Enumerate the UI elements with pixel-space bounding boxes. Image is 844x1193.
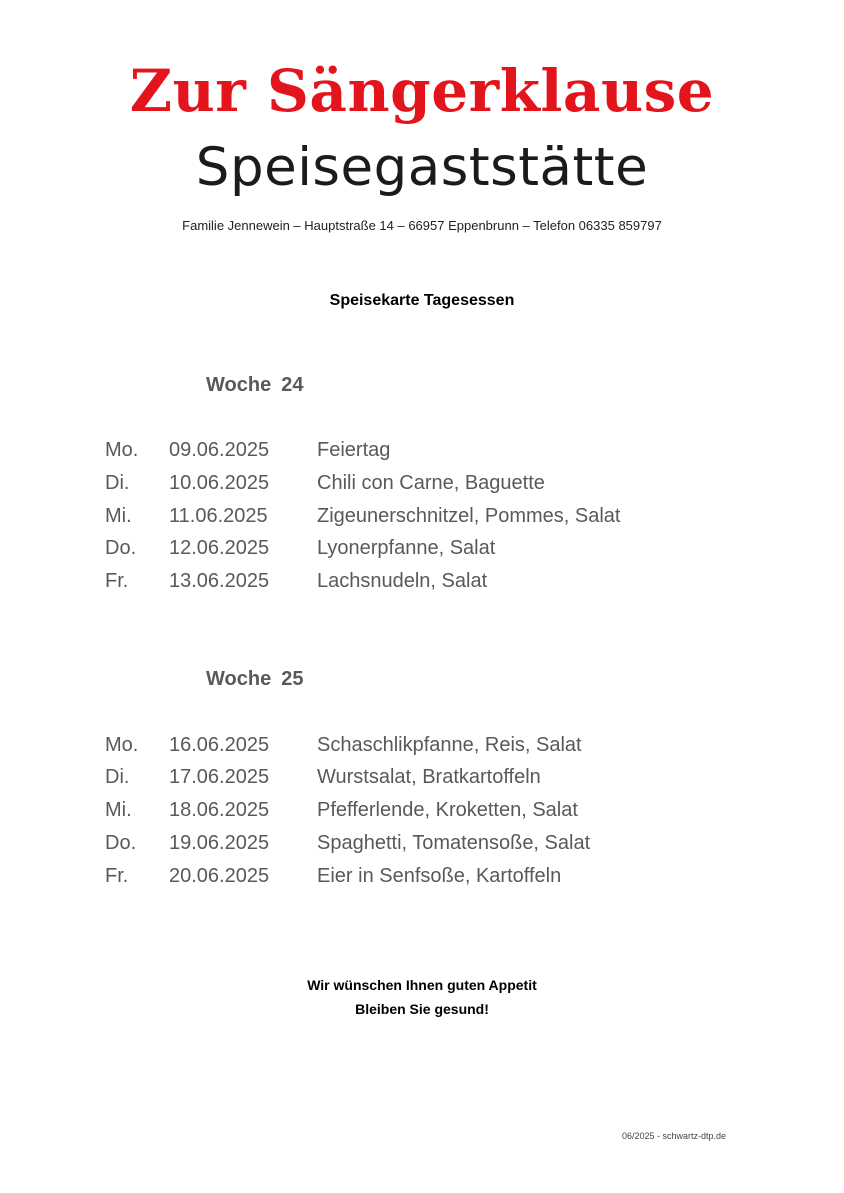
date-label: 19.06.2025 <box>169 832 270 854</box>
menu-title: Speisekarte Tagesessen <box>329 292 515 309</box>
menu-row <box>0 766 844 796</box>
week-heading <box>206 668 303 691</box>
date-label: 16.06.2025 <box>169 734 270 756</box>
menu-row <box>0 832 844 862</box>
dish-label: Schaschlikpfanne, Reis, Salat <box>317 734 582 756</box>
day-label: Di. <box>105 766 130 788</box>
menu-row <box>0 472 844 502</box>
day-label: Do. <box>105 537 137 559</box>
menu-row <box>0 799 844 829</box>
week-label: Woche <box>206 374 272 396</box>
dish-label: Wurstsalat, Bratkartoffeln <box>317 766 541 788</box>
week-heading <box>206 374 303 397</box>
day-label: Mi. <box>105 799 132 821</box>
dish-label: Zigeunerschnitzel, Pommes, Salat <box>317 505 621 527</box>
dish-label: Lachsnudeln, Salat <box>317 570 488 592</box>
menu-row <box>0 439 844 469</box>
date-label: 10.06.2025 <box>169 472 270 494</box>
menu-row <box>0 505 844 535</box>
dish-label: Pfefferlende, Kroketten, Salat <box>317 799 578 821</box>
dish-label: Feiertag <box>317 439 391 461</box>
logo-title: Zur Sängerklause <box>129 57 715 125</box>
menu-row <box>0 537 844 567</box>
closing-line-appetit: Wir wünschen Ihnen guten Appetit <box>307 977 537 993</box>
week-number: 25 <box>281 668 304 690</box>
menu-row <box>0 865 844 895</box>
week-number: 24 <box>281 374 304 396</box>
day-label: Di. <box>105 472 130 494</box>
date-label: 12.06.2025 <box>169 537 270 559</box>
day-label: Mo. <box>105 734 139 756</box>
dish-label: Lyonerpfanne, Salat <box>317 537 496 559</box>
date-label: 18.06.2025 <box>169 799 270 821</box>
menu-row <box>0 734 844 764</box>
day-label: Mo. <box>105 439 139 461</box>
day-label: Fr. <box>105 865 129 887</box>
dish-label: Chili con Carne, Baguette <box>317 472 545 494</box>
dish-label: Eier in Senfsoße, Kartoffeln <box>317 865 562 887</box>
menu-row <box>0 570 844 600</box>
date-label: 20.06.2025 <box>169 865 270 887</box>
closing-line-gesund: Bleiben Sie gesund! <box>355 1001 489 1017</box>
address-line: Familie Jennewein – Hauptstraße 14 – 66957 Eppenbrunn – Telefon 06335 859797 <box>182 218 662 233</box>
date-label: 09.06.2025 <box>169 439 270 461</box>
date-label: 13.06.2025 <box>169 570 270 592</box>
logo-subtitle: Speisegaststätte <box>195 137 649 198</box>
week-label: Woche <box>206 668 272 690</box>
date-label: 17.06.2025 <box>169 766 270 788</box>
day-label: Mi. <box>105 505 132 527</box>
day-label: Fr. <box>105 570 129 592</box>
date-label: 11.06.2025 <box>169 505 268 527</box>
day-label: Do. <box>105 832 137 854</box>
dish-label: Spaghetti, Tomatensoße, Salat <box>317 832 591 854</box>
footer-credit: 06/2025 - schwartz-dtp.de <box>622 1131 727 1141</box>
